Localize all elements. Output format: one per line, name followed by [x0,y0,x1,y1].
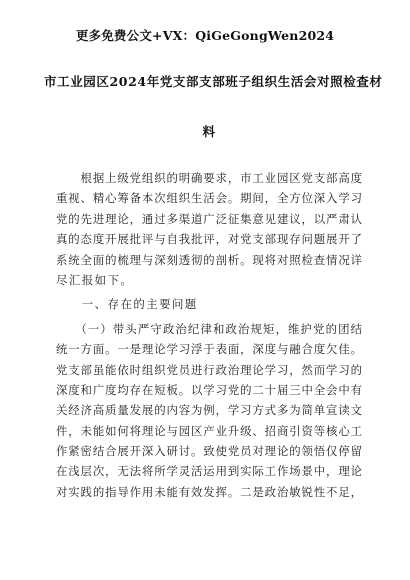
section-heading [56,294,362,314]
text-line: 系统全面的梳理与深刻透彻的剖析。现将对照检查情况详 [56,252,362,267]
paragraph-intro [56,168,362,290]
watermark-header: 更多免费公文+VX：QiGeGongWen2024 [75,28,335,43]
text-line: 作紧密结合展开深入研讨。致使党员对理论的领悟仅停留 [56,444,362,459]
text-line: 根据上级党组织的明确要求，市工业园区党支部高度 [56,171,362,185]
text-line: 党支部虽能依时组织党员进行政治理论学习，然而学习的 [56,362,362,377]
paragraph-issues [56,319,362,503]
text-line: 统一方面。一是理论学习浮于表面，深度与融合度欠佳。 [56,342,362,357]
document-title-line-2: 料 [202,124,216,139]
heading-line: 一、存在的主要问题 [56,297,198,312]
text-line: 重视、精心筹备本次组织生活会。期间，全方位深入学习 [56,191,362,206]
text-line: （一）带头严守政治纪律和政治规矩，维护党的团结 [56,321,362,336]
text-line: 真的态度开展批评与自我批评，对党支部现存问题展开了 [56,232,362,247]
document-body [56,168,362,502]
text-line: 对实践的指导作用未能有效发挥。二是政治敏锐性不足， [56,484,362,499]
text-line: 深度和广度均存在短板。以学习党的二十届三中全会中有 [56,382,362,397]
text-line: 件，未能如何将理论与园区产业升级、招商引资等核心工 [56,423,362,438]
text-line: 党的先进理论，通过多渠道广泛征集意见建议，以严肃认 [56,211,362,226]
text-line: 在浅层次，无法将所学灵活运用到实际工作场景中，理论 [56,464,362,479]
text-line: 关经济高质量发展的内容为例，学习方式多为简单宣读文 [56,403,362,418]
text-line: 尽汇报如下。 [56,272,134,287]
document-title-line-1: 市工业园区2024年党支部支部班子组织生活会对照检查材 [44,74,383,89]
